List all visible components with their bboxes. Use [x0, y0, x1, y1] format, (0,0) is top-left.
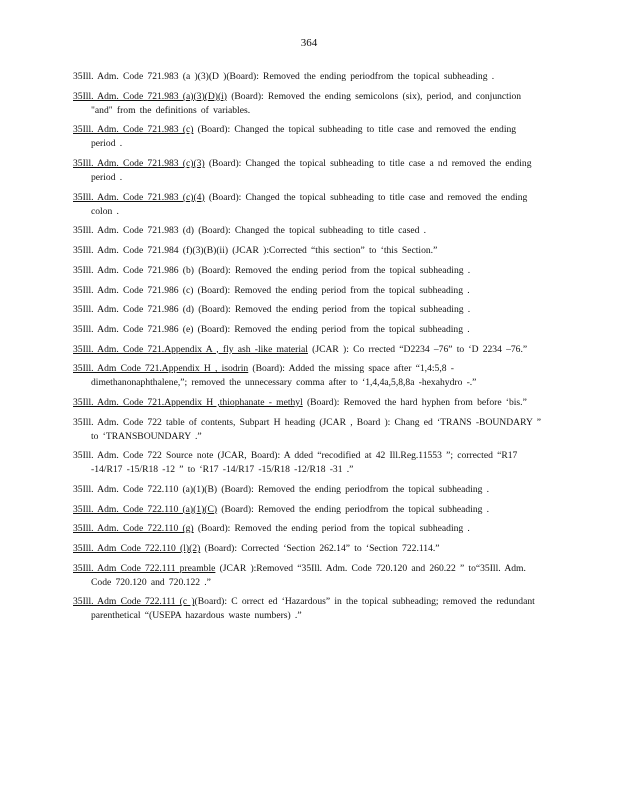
- entry-text: (JCAR ): Co rrected “D2234 –76” to ‘D 2234 –76.”: [307, 343, 528, 355]
- entry-text: Source note (JCAR, Board): A dded “recodified at 42 Ill.Reg.11553 ”; corrected “R17 -14/R17 -15/R18 -12 ” to ‘R17 -14/R17 -15/R18 -12/R18 -31 .”: [91, 450, 518, 476]
- entry-citation: 35Ill. Adm. Code 721.983 (c)(3): [73, 158, 205, 170]
- entry-text: (Board): Removed the ending periodfrom the topical subheading .: [226, 71, 495, 82]
- errata-list: [73, 70, 543, 629]
- entry-citation: 35Ill. Adm Code 722.110 (l)(2): [73, 543, 201, 555]
- entry-text: (Board): Changed the topical subheading to title cased .: [194, 225, 426, 237]
- entry-text: (JCAR ):Corrected “this section” to ‘this Section.”: [228, 245, 438, 257]
- list-item: [73, 224, 543, 238]
- entry-text: (Board): Removed the ending periodfrom the topical subheading .: [217, 503, 490, 515]
- entry-text: (Board): Removed the ending period from the topical subheading .: [193, 284, 470, 296]
- entry-text: (Board): Removed the ending period from the topical subheading .: [193, 523, 470, 535]
- entry-citation: 35Ill. Adm. Code 721.983 (c): [73, 124, 194, 136]
- list-item: [73, 70, 543, 84]
- list-item: [73, 157, 543, 185]
- entry-citation: 35Ill. Adm Code 722.111 (c ): [73, 596, 195, 608]
- entry-text: (Board): Removed the ending period from the topical subheading .: [194, 264, 471, 276]
- entry-citation: 35Ill. Adm. Code 721.Appendix H ,thiophanate - methyl: [73, 396, 303, 408]
- list-item: [73, 343, 543, 357]
- entry-text: (Board): Removed the ending period from the topical subheading .: [194, 304, 471, 316]
- entry-text: (JCAR ):Removed “35Ill. Adm. Code 720.120 and 260.22 ” to“35Ill. Adm. Code 720.120 and 720.122 .”: [91, 562, 526, 588]
- entry-citation: 35Ill. Adm. Code 722.110 (g): [73, 523, 194, 535]
- list-item: [73, 483, 543, 497]
- list-item: [73, 503, 543, 517]
- entry-citation: 35Ill. Adm. Code 721.983 (d): [73, 225, 194, 237]
- entry-citation: 35Ill. Adm. Code 721.986 (c): [73, 284, 194, 296]
- entry-text: (Board): Added the missing space after “1,4:5,8 -dimethanonaphthalene,”; removed the unnecessary comma after to ‘1,4,4a,5,8,8a -hexahydro -.”: [91, 363, 477, 389]
- list-item: [73, 303, 543, 317]
- page-number: 364: [300, 37, 318, 49]
- entry-text: table of contents, Subpart H heading (JCAR , Board ): Chang ed ‘TRANS -BOUNDARY ” to ‘TRANSBOUNDARY .”: [91, 416, 541, 442]
- entry-text: (Board): Removed the ending period from the topical subheading .: [193, 323, 470, 335]
- list-item: [73, 264, 543, 278]
- list-item: [73, 595, 543, 623]
- entry-citation: 35Ill. Adm. Code 721.984 (f)(3)(B)(ii): [73, 245, 229, 257]
- list-item: [73, 562, 543, 590]
- entry-citation: 35Ill. Adm Code 722.111 preamble: [73, 562, 216, 574]
- entry-text: (Board): Removed the hard hyphen from before ‘bis.”: [302, 396, 527, 408]
- list-item: [73, 362, 543, 390]
- list-item: [73, 396, 543, 410]
- entry-text: (Board): C orrect ed ‘Hazardous” in the topical subheading; removed the redundant parenthetical “(USEPA hazardous waste numbers) .”: [91, 596, 535, 622]
- entry-citation: 35Ill. Adm. Code 721.Appendix A , fly ash -like material: [73, 343, 308, 355]
- entry-citation: 35Ill. Adm. Code 722.110 (a)(1)(C): [73, 503, 218, 515]
- entry-text: (Board): Corrected ‘Section 262.14” to ‘Section 722.114.”: [200, 543, 440, 555]
- entry-citation: 35Ill. Adm. Code 721.983 (c)(4): [73, 191, 205, 203]
- entry-text: (Board): Removed the ending periodfrom the topical subheading .: [217, 484, 490, 495]
- list-item: [73, 323, 543, 337]
- entry-citation: 35Ill. Adm. Code 721.986 (d): [73, 304, 194, 316]
- list-item: [73, 449, 543, 477]
- entry-citation: 35Ill. Adm. Code 721.986 (e): [73, 323, 194, 335]
- entry-citation: 35Ill. Adm. Code 721.983 (a)(3)(D)(i): [73, 90, 228, 102]
- list-item: [73, 284, 543, 298]
- list-item: [73, 416, 543, 444]
- list-item: [73, 90, 543, 118]
- list-item: [73, 244, 543, 258]
- entry-text: (Board): Removed the ending semicolons (six), period, and conjunction "and" from the definitions of variables.: [91, 90, 522, 116]
- list-item: [73, 123, 543, 151]
- entry-citation: 35Ill. Adm. Code 721.986 (b): [73, 264, 194, 276]
- entry-citation: 35Ill. Adm. Code 721.983 (a )(3)(D ): [73, 71, 227, 82]
- list-item: [73, 191, 543, 219]
- entry-text: (Board): Changed the topical subheading to title case a nd removed the ending period .: [91, 158, 532, 184]
- entry-text: (Board): Changed the topical subheading to title case and removed the ending period .: [91, 124, 517, 150]
- entry-text: (Board): Changed the topical subheading to title case and removed the ending colon .: [91, 191, 528, 217]
- entry-citation: 35Ill. Adm. Code 722: [73, 450, 162, 462]
- entry-citation: 35Ill. Adm Code 721.Appendix H , isodrin: [73, 363, 249, 375]
- list-item: [73, 542, 543, 556]
- list-item: [73, 522, 543, 536]
- entry-citation: 35Ill. Adm. Code 722.110 (a)(1)(B): [73, 484, 218, 495]
- entry-citation: 35Ill. Adm. Code 722: [73, 416, 162, 428]
